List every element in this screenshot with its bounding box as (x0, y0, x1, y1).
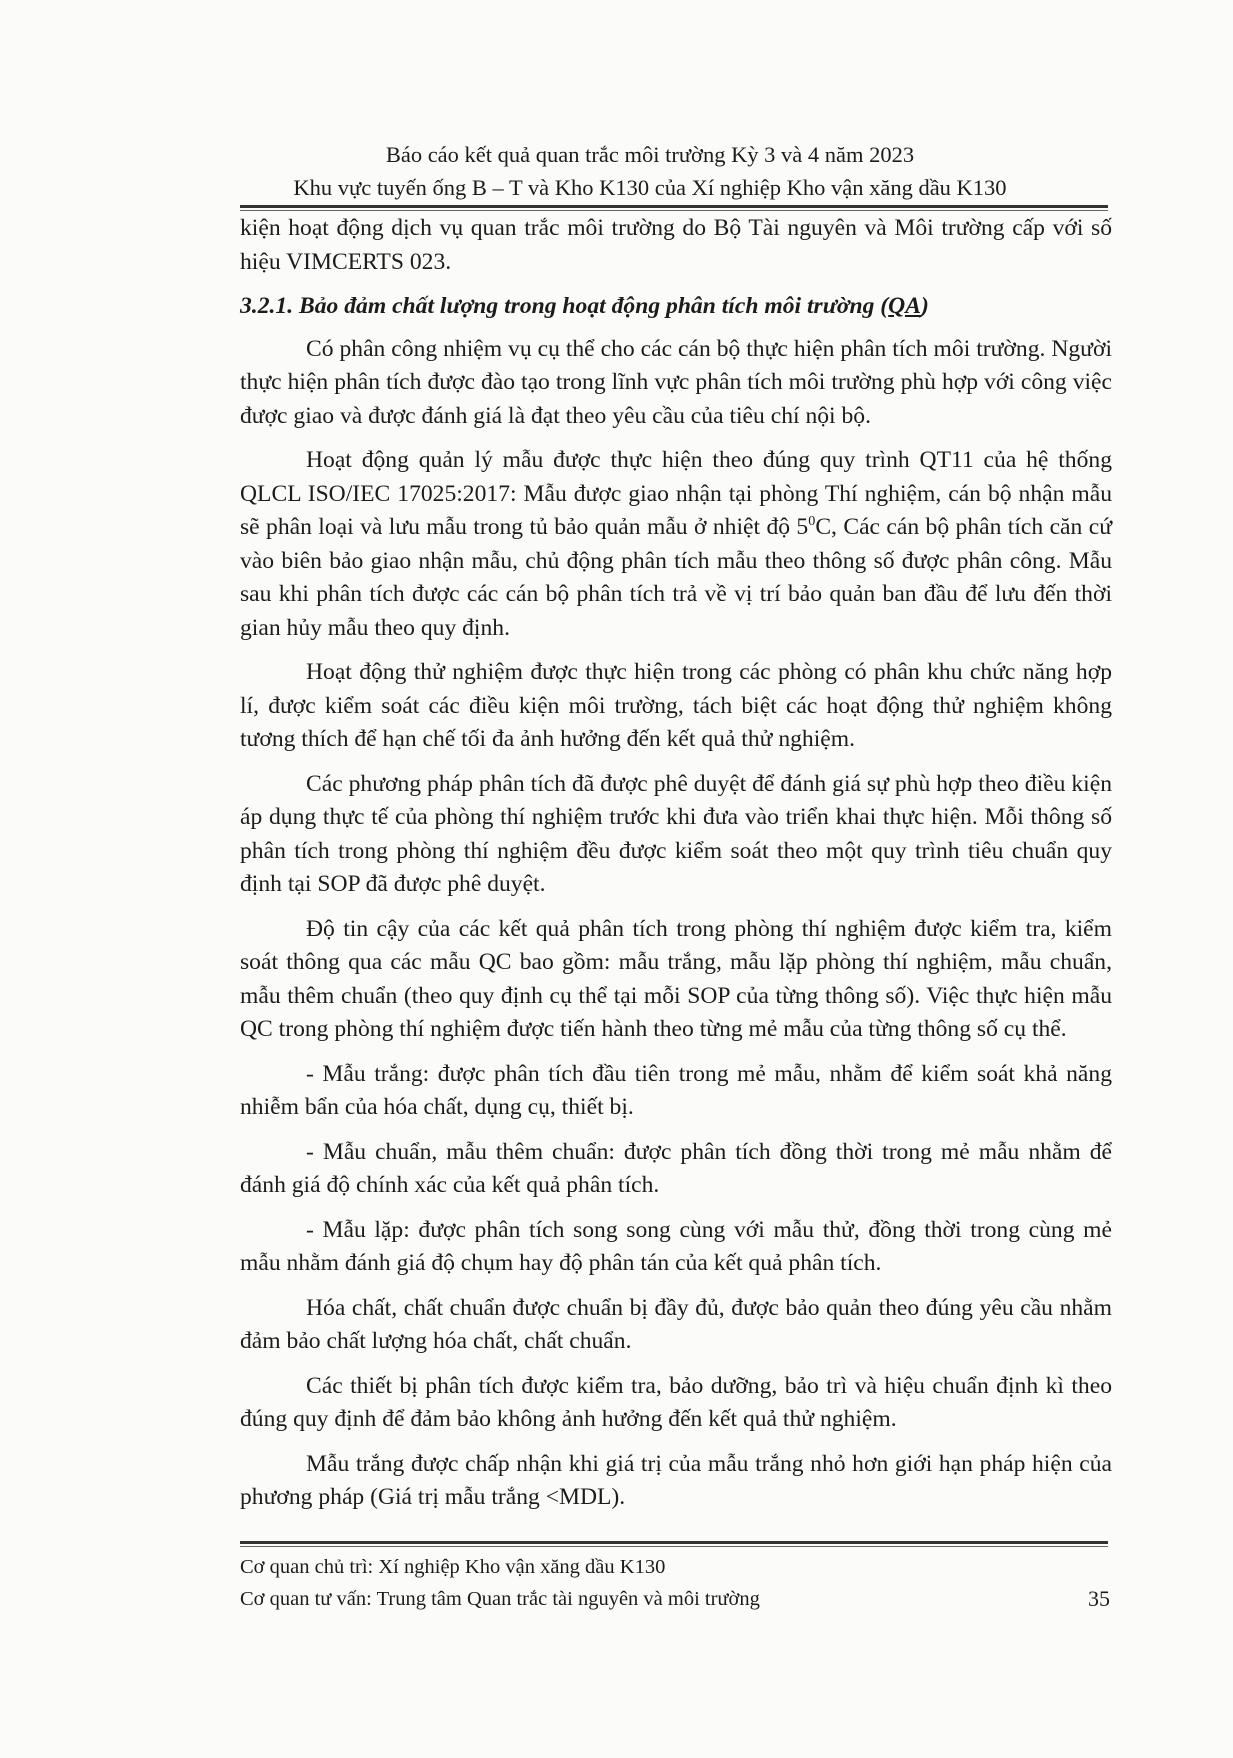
page-number: 35 (1088, 1586, 1110, 1611)
paragraph-sample-management-a: Hoạt động quản lý mẫu được thực hiện theo đúng quy trình QT11 của hệ thống QLCL ISO/IEC 17025:2017: Mẫu được giao nhận tại phòng Thí nghiệm, cán bộ nhận mẫu sẽ phân loại và lưu mẫu trong tủ bảo quản mẫu ở nhiệt độ 5 (240, 447, 1112, 540)
paragraph-staff: Có phân công nhiệm vụ cụ thể cho các cán bộ thực hiện phân tích môi trường. Người thực hiện phân tích được đào tạo trong lĩnh vực phân tích môi trường phù hợp với công việc được giao và được đánh giá là đạt theo yêu cầu của tiêu chí nội bộ. (240, 335, 1112, 429)
page-footer (240, 1551, 1110, 1615)
list-item-standard-sample: - Mẫu chuẩn, mẫu thêm chuẩn: được phân tích đồng thời trong mẻ mẫu nhằm để đánh giá độ chính xác của kết quả phân tích. (240, 1138, 1112, 1198)
paragraph-sample-management-b: C, Các cán bộ phân tích căn cứ vào biên bảo giao nhận mẫu, chủ động phân tích mẫu theo thông số được phân công. Mẫu sau khi phân tích được các cán bộ phân tích trả về vị trí bảo quản ban đầu để lưu đến thời gian hủy mẫu theo quy định. (240, 514, 1112, 641)
paragraph-methods: Các phương pháp phân tích đã được phê duyệt để đánh giá sự phù hợp theo điều kiện áp dụng thực tế của phòng thí nghiệm trước khi đưa vào triển khai thực hiện. Mỗi thông số phân tích trong phòng thí nghiệm đều được kiểm soát theo một quy trình tiêu chuẩn quy định tại SOP đã được phê duyệt. (240, 770, 1112, 897)
footer-rule (240, 1541, 1108, 1544)
footer-consultant-agency: Cơ quan tư vấn: Trung tâm Quan trắc tài nguyên và môi trường (240, 1588, 760, 1610)
paragraph-chemicals: Hóa chất, chất chuẩn được chuẩn bị đầy đủ, được bảo quản theo đúng yêu cầu nhằm đảm bảo chất lượng hóa chất, chất chuẩn. (240, 1294, 1112, 1354)
header-rule-thin (240, 210, 1108, 211)
section-title-close: ) (920, 293, 929, 319)
paragraph-blank-acceptance: Mẫu trắng được chấp nhận khi giá trị của mẫu trắng nhỏ hơn giới hạn pháp hiện của phương pháp (Giá trị mẫu trắng <MDL). (240, 1450, 1112, 1510)
paragraph-testing: Hoạt động thử nghiệm được thực hiện trong các phòng có phân khu chức năng hợp lí, được kiểm soát các điều kiện môi trường, tách biệt các hoạt động thử nghiệm không tương thích để hạn chế tối đa ảnh hưởng đến kết quả thử nghiệm. (240, 659, 1112, 752)
header-project-title: Khu vực tuyến ống B – T và Kho K130 của Xí nghiệp Kho vận xăng dầu K130 (293, 175, 1007, 200)
paragraph-equipment: Các thiết bị phân tích được kiểm tra, bảo dưỡng, bảo trì và hiệu chuẩn định kì theo đúng quy định để đảm bảo không ảnh hưởng đến kết quả thử nghiệm. (240, 1372, 1112, 1432)
footer-rule-thin (240, 1546, 1108, 1547)
paragraph-reliability: Độ tin cậy của các kết quả phân tích trong phòng thí nghiệm được kiểm tra, kiểm soát thông qua các mẫu QC bao gồm: mẫu trắng, mẫu lặp phòng thí nghiệm, mẫu chuẩn, mẫu thêm chuẩn (theo quy định cụ thể tại mỗi SOP của từng thông số). Việc thực hiện mẫu QC trong phòng thí nghiệm được tiến hành theo từng mẻ mẫu của từng thông số cụ thể. (240, 915, 1112, 1042)
header-rule (240, 205, 1108, 208)
list-item-duplicate-sample: - Mẫu lặp: được phân tích song song cùng với mẫu thử, đồng thời trong cùng mẻ mẫu nhằm đánh giá độ chụm hay độ phân tán của kết quả phân tích. (240, 1216, 1112, 1276)
list-item-blank-sample: - Mẫu trắng: được phân tích đầu tiên trong mẻ mẫu, nhằm để kiểm soát khả năng nhiễm bẩn của hóa chất, dụng cụ, thiết bị. (240, 1060, 1112, 1120)
section-number: 3.2.1. (240, 293, 294, 319)
section-title: Bảo đảm chất lượng trong hoạt động phân tích môi trường ( (299, 293, 889, 319)
section-title-qa: QA (888, 293, 921, 319)
section-heading (240, 290, 1112, 324)
footer-host-agency: Cơ quan chủ trì: Xí nghiệp Kho vận xăng dầu K130 (240, 1556, 666, 1578)
degree-superscript: 0 (808, 513, 816, 530)
page-header (240, 138, 1060, 204)
paragraph-sample-management (240, 444, 1112, 645)
intro-paragraph: kiện hoạt động dịch vụ quan trắc môi trường do Bộ Tài nguyên và Môi trường cấp với số hiệu VIMCERTS 023. (240, 215, 1112, 275)
page-body (240, 212, 1112, 1526)
header-report-title: Báo cáo kết quả quan trắc môi trường Kỳ 3 và 4 năm 2023 (385, 142, 915, 167)
